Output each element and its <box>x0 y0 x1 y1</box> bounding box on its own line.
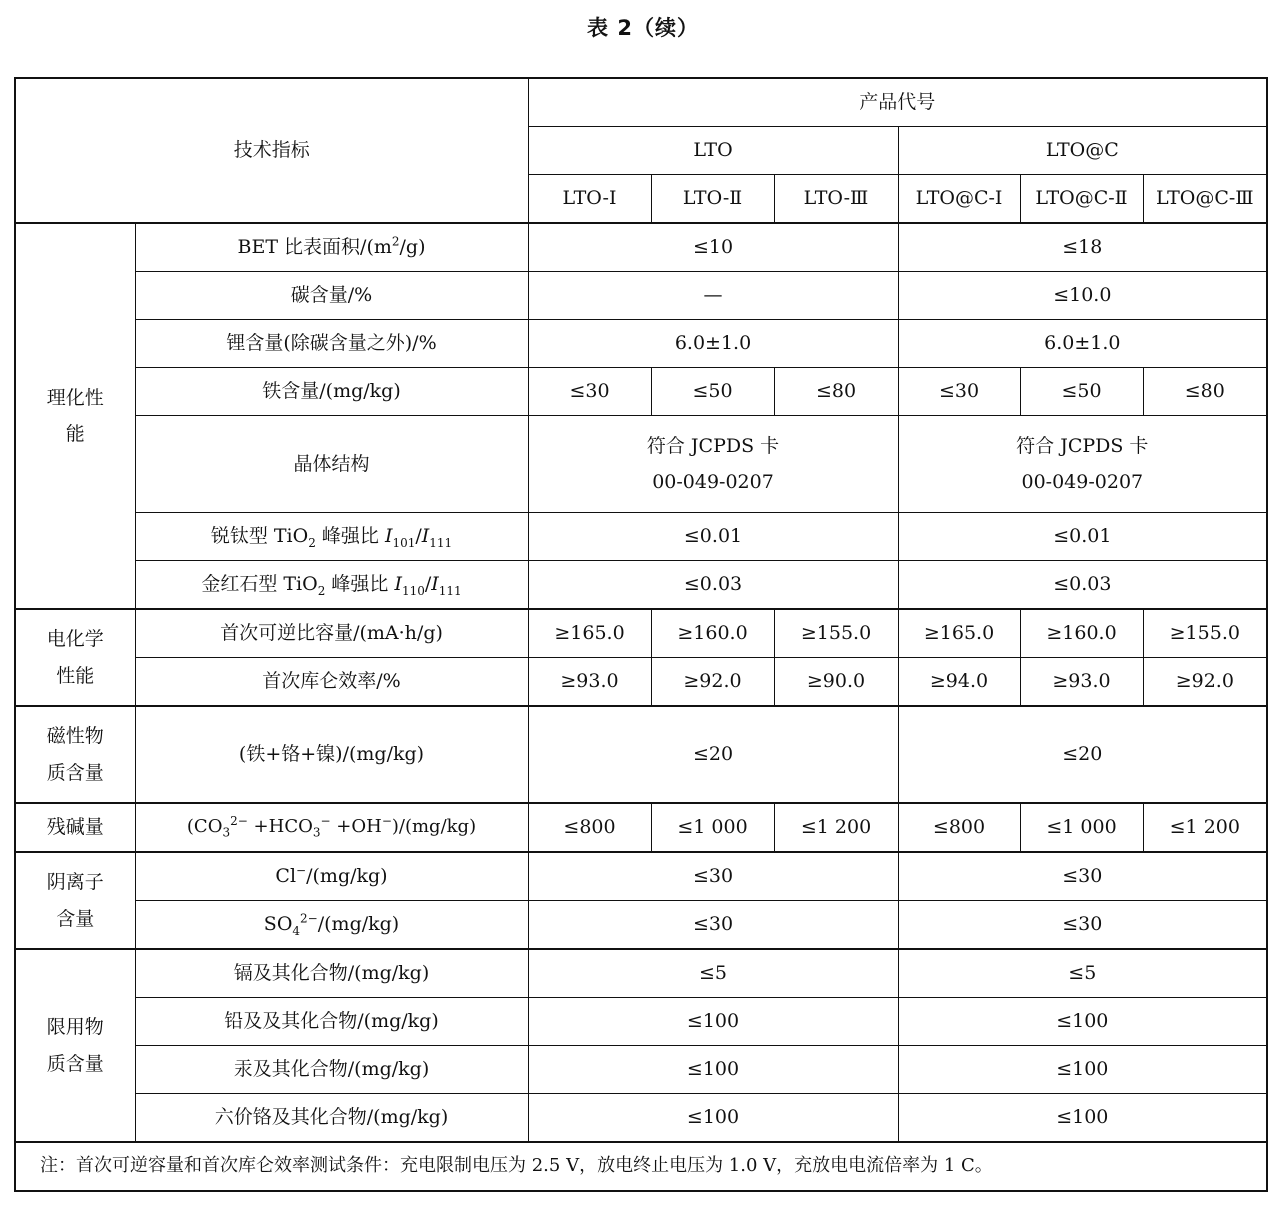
value-cell: 6.0±1.0 <box>528 320 898 368</box>
value-cell: ≤30 <box>528 901 898 950</box>
value-cell: ≤800 <box>898 803 1020 852</box>
header-code: LTO@C-Ⅱ <box>1020 175 1143 224</box>
row-label-rutile: 金红石型 TiO$_2$ 峰强比 $I_{110}/I_{111}$ <box>135 561 528 610</box>
value-cell: ≤1 000 <box>1020 803 1143 852</box>
value-cell: ≥90.0 <box>774 658 898 707</box>
group-physchem: 理化性能 <box>15 223 135 609</box>
value-cell: ≥92.0 <box>651 658 774 707</box>
value-cell: ≤30 <box>898 852 1267 901</box>
header-code: LTO@C-Ⅰ <box>898 175 1020 224</box>
row-label-chloride: Cl−/(mg/kg) <box>135 852 528 901</box>
value-cell: ≤100 <box>898 998 1267 1046</box>
header-ltoc: LTO@C <box>898 127 1267 175</box>
row-label-cadmium: 镉及其化合物/(mg/kg) <box>135 949 528 998</box>
value-cell: 6.0±1.0 <box>898 320 1267 368</box>
value-cell: ≤0.01 <box>898 513 1267 561</box>
row-label-anatase: 锐钛型 TiO$_2$ 峰强比 $I_{101}/I_{111}$ <box>135 513 528 561</box>
value-cell: ≤5 <box>528 949 898 998</box>
row-label-mercury: 汞及其化合物/(mg/kg) <box>135 1046 528 1094</box>
row-label-lead: 铅及及其化合物/(mg/kg) <box>135 998 528 1046</box>
value-cell: ≤50 <box>1020 368 1143 416</box>
row-label-sulfate: $SO_4^{2-}/(mg/kg)$ <box>135 901 528 950</box>
value-cell: ≥94.0 <box>898 658 1020 707</box>
header-code: LTO-Ⅰ <box>528 175 651 224</box>
value-cell: ≤800 <box>528 803 651 852</box>
value-cell: ≥93.0 <box>1020 658 1143 707</box>
row-label-chromium: 六价铬及其化合物/(mg/kg) <box>135 1094 528 1143</box>
group-magnetic: 磁性物质含量 <box>15 706 135 803</box>
row-label-carbon: 碳含量/% <box>135 272 528 320</box>
value-cell: ≤1 000 <box>651 803 774 852</box>
header-product-code: 产品代号 <box>528 78 1267 127</box>
table-title: 表 2（续） <box>587 16 699 40</box>
value-cell: — <box>528 272 898 320</box>
value-cell: ≤0.03 <box>898 561 1267 610</box>
value-cell: ≤50 <box>651 368 774 416</box>
value-cell: ≥155.0 <box>774 609 898 658</box>
value-cell: ≥155.0 <box>1143 609 1267 658</box>
header-lto: LTO <box>528 127 898 175</box>
value-cell: ≤100 <box>898 1094 1267 1143</box>
value-cell: ≤100 <box>528 998 898 1046</box>
table-note: 注：首次可逆容量和首次库仑效率测试条件：充电限制电压为 2.5 V，放电终止电压为 1.0 V，充放电电流倍率为 1 C。 <box>15 1142 1267 1191</box>
value-cell: ≥165.0 <box>528 609 651 658</box>
value-cell: ≥93.0 <box>528 658 651 707</box>
value-cell: 符合 JCPDS 卡 00-049-0207 <box>898 416 1267 513</box>
group-anion: 阴离子含量 <box>15 852 135 949</box>
value-cell: ≥160.0 <box>651 609 774 658</box>
row-label-bet: BET 比表面积$/(m^2/g)$ <box>135 223 528 272</box>
value-cell: ≤1 200 <box>774 803 898 852</box>
group-electrochem: 电化学性能 <box>15 609 135 706</box>
row-label-magnetic: (铁+铬+镍)/(mg/kg) <box>135 706 528 803</box>
row-label-alkali: $(CO_3^{2-} +HCO_3^- +OH^-)/(mg/kg)$ <box>135 803 528 852</box>
header-code: LTO-Ⅲ <box>774 175 898 224</box>
value-cell: ≤100 <box>528 1046 898 1094</box>
group-residual-alkali: 残碱量 <box>15 803 135 852</box>
value-cell: ≤100 <box>528 1094 898 1143</box>
row-label-capacity: 首次可逆比容量/(mA·h/g) <box>135 609 528 658</box>
value-cell: ≤30 <box>528 852 898 901</box>
value-cell: ≤80 <box>1143 368 1267 416</box>
value-cell: ≤0.03 <box>528 561 898 610</box>
value-cell: ≥160.0 <box>1020 609 1143 658</box>
value-cell: ≤10.0 <box>898 272 1267 320</box>
header-code: LTO@C-Ⅲ <box>1143 175 1267 224</box>
value-cell: 符合 JCPDS 卡 00-049-0207 <box>528 416 898 513</box>
header-tech-index: 技术指标 <box>15 78 528 223</box>
row-label-iron: 铁含量/(mg/kg) <box>135 368 528 416</box>
value-cell: ≤80 <box>774 368 898 416</box>
value-cell: ≤5 <box>898 949 1267 998</box>
value-cell: ≤30 <box>898 901 1267 950</box>
spec-table <box>14 77 1268 1192</box>
value-cell: ≤20 <box>528 706 898 803</box>
row-label-crystal: 晶体结构 <box>135 416 528 513</box>
value-cell: ≤0.01 <box>528 513 898 561</box>
value-cell: ≤18 <box>898 223 1267 272</box>
header-code: LTO-Ⅱ <box>651 175 774 224</box>
value-cell: ≥92.0 <box>1143 658 1267 707</box>
value-cell: ≤20 <box>898 706 1267 803</box>
value-cell: ≤1 200 <box>1143 803 1267 852</box>
value-cell: ≤30 <box>898 368 1020 416</box>
value-cell: ≤100 <box>898 1046 1267 1094</box>
group-restricted: 限用物质含量 <box>15 949 135 1142</box>
value-cell: ≤10 <box>528 223 898 272</box>
value-cell: ≤30 <box>528 368 651 416</box>
value-cell: ≥165.0 <box>898 609 1020 658</box>
row-label-lithium: 锂含量(除碳含量之外)/% <box>135 320 528 368</box>
row-label-coulomb: 首次库仑效率/% <box>135 658 528 707</box>
